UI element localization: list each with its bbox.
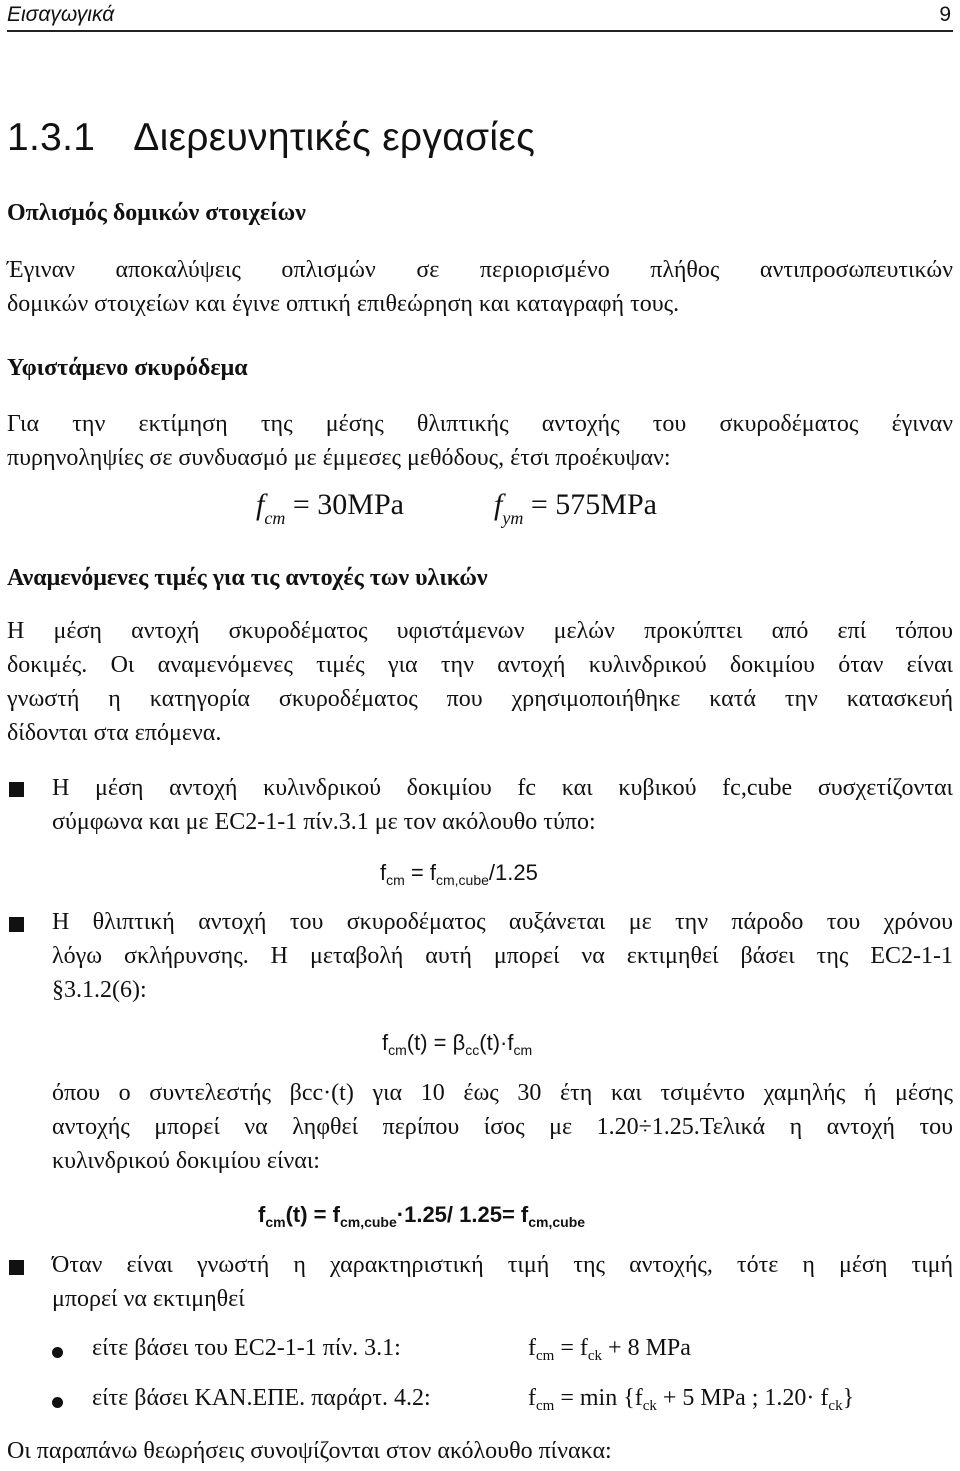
running-header <box>7 0 953 32</box>
page-number: 9 <box>939 3 951 26</box>
square-bullet-icon <box>9 1260 24 1275</box>
subheading-expected-values: Αναμενόμενες τιμές για τις αντοχές των υλικών <box>7 565 488 591</box>
round-bullet-icon <box>52 1397 63 1408</box>
bullet-paragraph-2 <box>52 905 953 1007</box>
bullet-paragraph-1 <box>52 771 953 839</box>
text-line: λόγω σκλήρυνσης. Η μεταβολή αυτή μπορεί να εκτιμηθεί βάσει της EC2-1-1 <box>52 943 953 969</box>
subheading-reinforcement: Οπλισμός δομικών στοιχείων <box>7 200 306 226</box>
text-line: Η θλιπτική αντοχή του σκυροδέματος αυξάνεται με την πάροδο του χρόνου <box>52 909 953 935</box>
equation-fcm-final: $f_{cm}(t) = f_{cm,cube}\cdot 1.25/$ $1.25= f_{cm,cube}$ <box>258 1202 586 1230</box>
round-bullet-icon <box>52 1347 63 1358</box>
option-ec2-text: είτε βάσει του EC2-1-1 πίν. 3.1: <box>92 1335 401 1361</box>
text-line: Έγιναν αποκαλύψεις οπλισμών σε περιορισμένο πλήθος αντιπροσωπευτικών <box>7 257 953 283</box>
text-line: §3.1.2(6): <box>52 977 147 1003</box>
option-kanepe-text: είτε βάσει ΚΑΝ.ΕΠΕ. παράρτ. 4.2: <box>92 1385 431 1411</box>
bullet-paragraph-3 <box>52 1248 953 1316</box>
section-number: 1.3.1 <box>7 116 96 159</box>
paragraph-expected-values <box>7 614 953 750</box>
text-line: γνωστή η κατηγορία σκυροδέματος που χρησιμοποιήθηκε κατά την κατασκευή <box>7 686 953 712</box>
equation-fcm-cube: $f_{cm} = f_{cm,cube}/1.25$ <box>380 860 538 888</box>
text-line: δοκιμές. Οι αναμενόμενες τιμές για την αντοχή κυλινδρικού δοκιμίου όταν είναι <box>7 652 953 678</box>
paragraph-reinforcement <box>7 253 953 321</box>
equation-fym: $f_{ym} = 575MPa$ <box>494 488 657 528</box>
text-line: κυλινδρικού δοκιμίου είναι: <box>52 1148 320 1174</box>
chapter-title: Εισαγωγικά <box>7 3 115 26</box>
option-ec2-formula: $f_{cm} = f_{ck} + 8$ MPa <box>528 1335 691 1364</box>
text-line: Η μέση αντοχή σκυροδέματος υφιστάμενων μελών προκύπτει από επί τόπου <box>7 618 953 644</box>
text-line: Οι παραπάνω θεωρήσεις συνοψίζονται στον ακόλουθο πίνακα: <box>7 1438 612 1464</box>
square-bullet-icon <box>9 917 24 932</box>
text-line: όπου ο συντελεστής βcc·(t) για 10 έως 30 έτη και τσιμέντο χαμηλής ή μέσης <box>52 1080 953 1106</box>
equation-fcm: $f_{cm} = 30MPa$ <box>256 488 404 528</box>
section-title-text: Διερευνητικές εργασίες <box>133 116 536 159</box>
text-line: μπορεί να εκτιμηθεί <box>52 1286 245 1312</box>
text-line: σύμφωνα και με EC2-1-1 πίν.3.1 με τον ακόλουθο τύπο: <box>52 809 596 835</box>
equation-fcm-t: $f_{cm}(t) = \beta_{cc}(t)\cdot f_{cm}$ <box>382 1030 533 1058</box>
text-line: Για την εκτίμηση της μέσης θλιπτικής αντοχής του σκυροδέματος έγιναν <box>7 411 953 437</box>
paragraph-coefficient <box>52 1076 953 1178</box>
subheading-existing-concrete: Υφιστάμενο σκυρόδεμα <box>7 355 248 381</box>
text-line: Η μέση αντοχή κυλινδρικού δοκιμίου fc και κυβικού fc,cube συσχετίζονται <box>52 775 953 801</box>
option-kanepe-formula: $f_{cm} = \min \{f_{ck} + 5$ MPa ; $1.20\cdot f_{ck}$} <box>528 1385 855 1414</box>
square-bullet-icon <box>9 782 24 797</box>
text-line: Όταν είναι γνωστή η χαρακτηριστική τιμή της αντοχής, τότε η μέση τιμή <box>52 1252 953 1278</box>
text-line: αντοχής μπορεί να ληφθεί περίπου ίσος με 1.20÷1.25.Τελικά η αντοχή του <box>52 1114 953 1140</box>
paragraph-existing-concrete <box>7 407 953 475</box>
closing-paragraph <box>7 1434 953 1468</box>
text-line: πυρηνοληψίες σε συνδυασμό με έμμεσες μεθόδους, έτσι προέκυψαν: <box>7 445 671 471</box>
text-line: δομικών στοιχείων και έγινε οπτική επιθεώρηση και καταγραφή τους. <box>7 291 680 317</box>
text-line: δίδονται στα επόμενα. <box>7 720 222 746</box>
section-heading <box>7 116 535 160</box>
